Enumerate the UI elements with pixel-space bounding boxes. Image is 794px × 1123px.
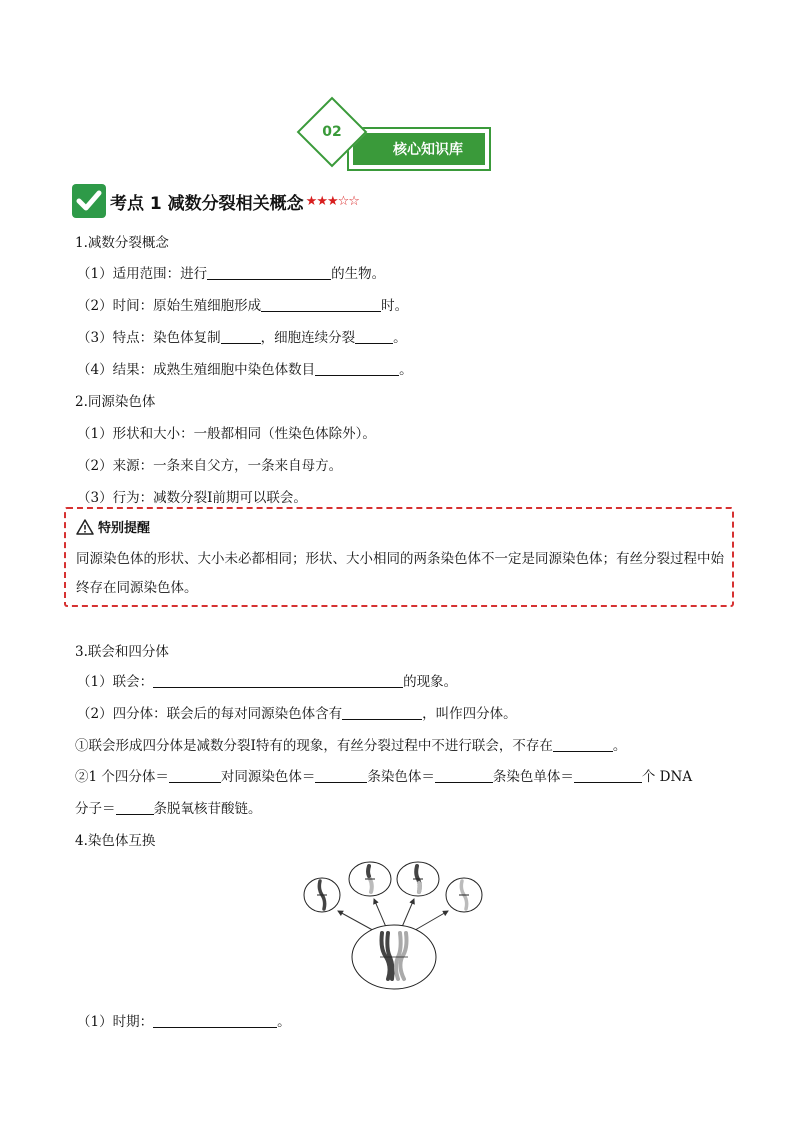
line-feature (77, 326, 407, 346)
section-badge (303, 103, 493, 169)
warning-icon (76, 519, 94, 535)
line-origin: （2）来源：一条来自父方，一条来自母方。 (77, 458, 343, 474)
text: 时。 (381, 298, 409, 314)
fill-blank[interactable] (355, 329, 393, 344)
heading-meiosis-concept: 1.减数分裂概念 (75, 235, 169, 251)
line-tetrad-note-1 (75, 734, 626, 754)
fill-blank[interactable] (207, 265, 331, 280)
text: ①联会形成四分体是减数分裂Ⅰ特有的现象，有丝分裂过程中不进行联会，不存在 (75, 738, 553, 754)
fill-blank[interactable] (153, 673, 403, 688)
fill-blank[interactable] (553, 737, 613, 752)
special-reminder-box (64, 507, 734, 607)
heading-synapsis: 3.联会和四分体 (75, 644, 169, 660)
fill-blank[interactable] (342, 705, 422, 720)
text: 个 DNA (641, 769, 693, 785)
fill-blank[interactable] (574, 768, 642, 783)
stars-empty: ☆☆ (337, 193, 359, 209)
text: 条染色单体＝ (492, 769, 574, 785)
badge-fill (353, 133, 485, 165)
gamete-cell-3 (397, 862, 439, 896)
text: 分子＝ (75, 801, 116, 817)
gamete-cell-1 (304, 878, 340, 912)
text: ②1 个四分体＝ (75, 769, 169, 785)
text: 。 (399, 362, 413, 378)
text: 条脱氧核苷酸链。 (153, 801, 262, 817)
badge-box (347, 127, 491, 171)
text: ，叫作四分体。 (422, 706, 517, 722)
text: 条染色体＝ (367, 769, 435, 785)
line-tetrad-note-2 (75, 765, 692, 785)
fill-blank[interactable] (435, 768, 493, 783)
checkmark-icon (72, 184, 106, 218)
line-time (77, 294, 408, 314)
line-synapsis (77, 670, 457, 690)
line-period (77, 1010, 291, 1030)
text: 的生物。 (331, 266, 386, 282)
parent-cell (352, 925, 436, 989)
fill-blank[interactable] (116, 800, 154, 815)
text: （1）适用范围：进行 (77, 266, 208, 282)
section-heading (72, 183, 359, 219)
badge-label: 核心知识库 (393, 142, 463, 158)
star-rating (306, 194, 359, 209)
line-scope (77, 262, 385, 282)
gamete-cell-4 (446, 878, 482, 912)
fill-blank[interactable] (221, 329, 261, 344)
text: （2）时间：原始生殖细胞形成 (77, 298, 262, 314)
badge-number: 02 (322, 124, 342, 140)
line-behavior: （3）行为：减数分裂Ⅰ前期可以联会。 (77, 490, 307, 506)
heading-crossing-over: 4.染色体互换 (75, 833, 156, 849)
heading-homologous: 2.同源染色体 (75, 394, 156, 410)
text: ，细胞连续分裂 (260, 330, 356, 346)
text: （1）时期： (77, 1014, 154, 1030)
text: 。 (393, 330, 407, 346)
notice-header (76, 517, 150, 536)
text: （4）结果：成熟生殖细胞中染色体数目 (77, 362, 316, 378)
fill-blank[interactable] (315, 361, 399, 376)
stars-filled: ★★★ (305, 193, 338, 209)
line-result (77, 358, 413, 378)
line-tetrad (77, 702, 517, 722)
section-title: 考点 1 减数分裂相关概念 (110, 193, 304, 214)
line-tetrad-note-3 (75, 797, 262, 817)
notice-body: 同源染色体的形状、大小未必都相同；形状、大小相同的两条染色体不一定是同源染色体；有丝分裂过程中始终存在同源染色体。 (76, 551, 724, 596)
text: 对同源染色体＝ (220, 769, 316, 785)
fill-blank[interactable] (153, 1013, 277, 1028)
fill-blank[interactable] (315, 768, 367, 783)
text: 。 (277, 1014, 291, 1030)
fill-blank[interactable] (261, 297, 381, 312)
text: 的现象。 (403, 674, 458, 690)
text: 。 (612, 738, 627, 754)
notice-title: 特别提醒 (98, 521, 151, 536)
gamete-cell-2 (349, 862, 391, 896)
fill-blank[interactable] (169, 768, 221, 783)
text: （2）四分体：联会后的每对同源染色体含有 (77, 706, 343, 722)
text: （1）联会： (77, 674, 154, 690)
line-shape-size: （1）形状和大小：一般都相同（性染色体除外）。 (77, 426, 376, 442)
crossing-over-diagram (298, 859, 490, 991)
text: （3）特点：染色体复制 (77, 330, 221, 346)
